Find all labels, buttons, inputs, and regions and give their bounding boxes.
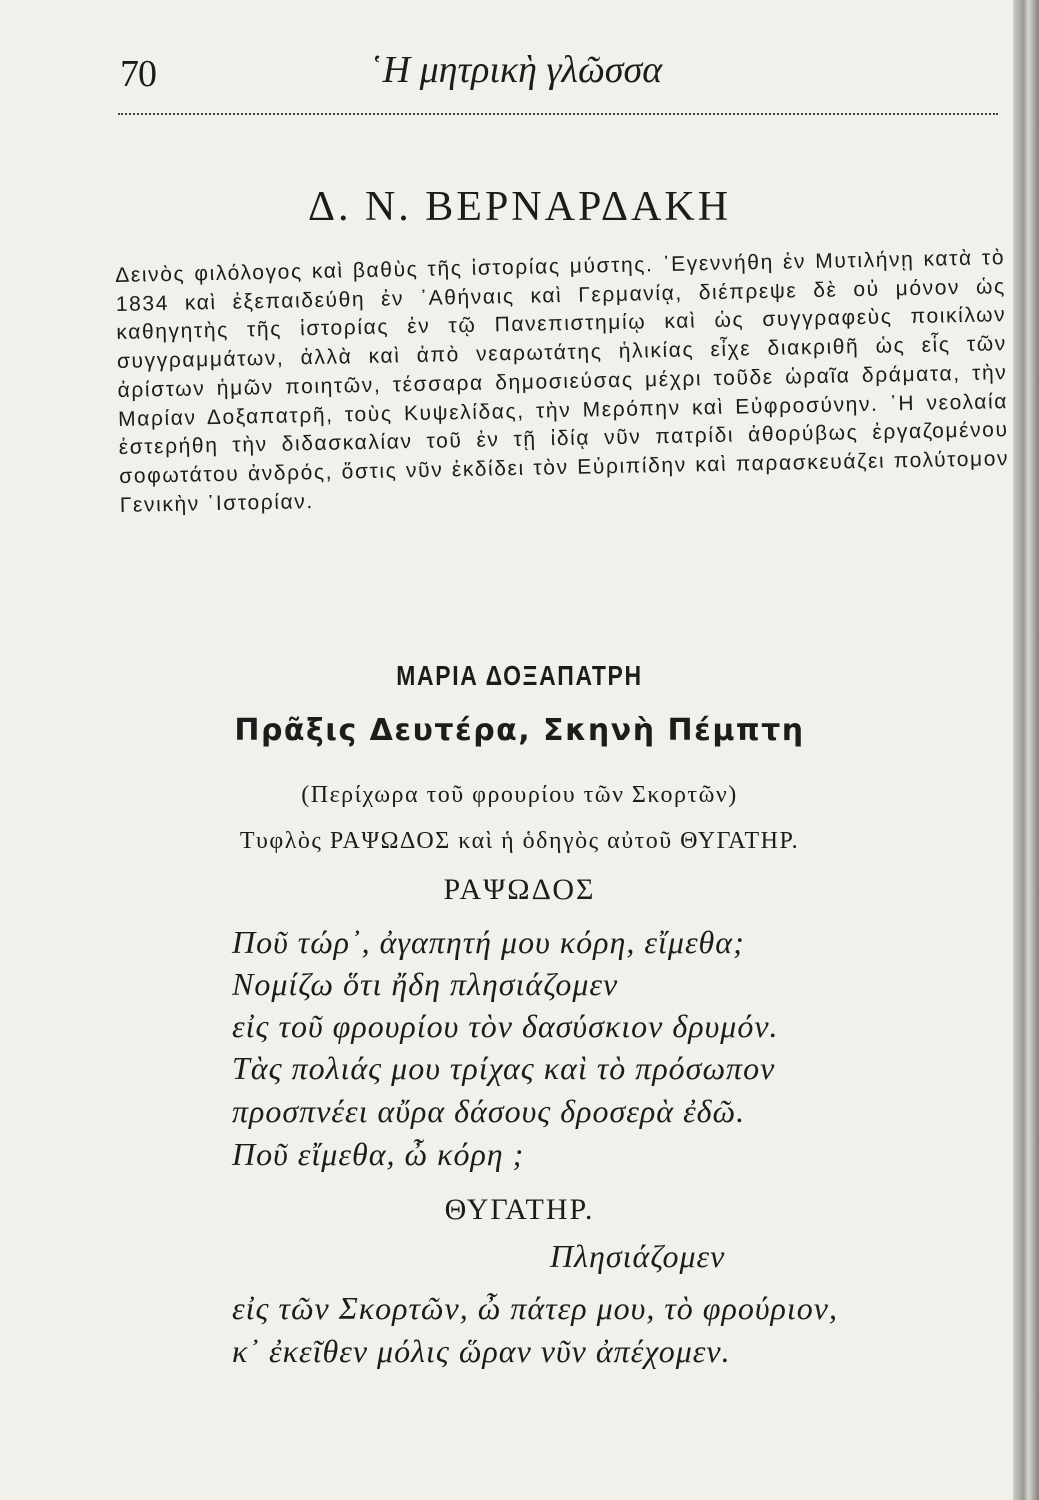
- page-number: 70: [120, 53, 156, 95]
- verse-line: Νομίζω ὅτι ἤδη πλησιάζομεν: [232, 966, 619, 1002]
- running-title: ῾Η μητρικὴ γλῶσσα: [370, 49, 663, 91]
- header-divider: [118, 113, 998, 115]
- act-scene-heading: Πρᾶξις Δευτέρα, Σκηνὴ Πέμπτη: [234, 713, 805, 748]
- verse-line: Τὰς πολιάς μου τρίχας καὶ τὸ πρόσωπον: [232, 1050, 776, 1086]
- verse-line: εἰς τῶν Σκορτῶν, ὦ πάτερ μου, τὸ φρούριον,: [232, 1290, 838, 1326]
- play-title: ΜΑΡΙΑ ΔΟΞΑΠΑΤΡΗ: [396, 660, 643, 691]
- verse-line: εἰς τοῦ φρουρίου τὸν δασύσκιον δρυμόν.: [232, 1008, 779, 1044]
- verse-line: Ποῦ τώρ᾿, ἀγαπητή μου κόρη, εἴμεθα;: [232, 924, 745, 960]
- verse-line: κ᾿ ἐκεῖθεν μόλις ὥραν νῦν ἀπέχομεν.: [232, 1333, 731, 1369]
- author-biography: Δεινὸς φιλόλογος καὶ βαθὺς τῆς ἱστορίας μύστης. ᾿Εγεννήθη ἐν Μυτιλήνῃ κατὰ τὸ 1834 καὶ ἐξεπαιδεύθη ἐν ᾿Αθήναις καὶ Γερμανίᾳ, διέπρεψε δὲ οὐ μόνον ὡς καθηγητὴς τῆς ἱστορίας ἐν τῷ Πανεπιστημίῳ καὶ ὡς συγγραφεὺς ποικίλων συγγραμμάτων, ἀλλὰ καὶ ἀπὸ νεαρωτάτης ἡλικίας εἶχε διακριθῆ ὡς εἷς τῶν ἀρίστων ἡμῶν ποιητῶν, τέσσαρα δημοσιεύσας μέχρι τοῦδε ὡραῖα δράματα, τὴν Μαρίαν Δοξαπατρῆ, τοὺς Κυψελίδας, τὴν Μερόπην καὶ Εὐφροσύνην. ῾Η νεολαία ἐστερήθη τὴν διδασκαλίαν τοῦ ἐν τῇ ἰδίᾳ νῦν πατρίδι ἀθορύβως ἐργαζομένου σοφωτάτου ἀνδρός, ὅστις νῦν ἐκδίδει τὸν Εὐριπίδην καὶ παρασκευάζει πολύτομον Γενικὴν ῾Ιστορίαν.: [115, 246, 1010, 517]
- verse-line: Πλησιάζομεν: [550, 1238, 726, 1274]
- verse-line: Ποῦ εἴμεθα, ὦ κόρη ;: [232, 1136, 525, 1172]
- speaker-daughter: ΘΥΓΑΤΗΡ.: [444, 1193, 595, 1226]
- stage-setting: (Περίχωρα τοῦ φρουρίου τῶν Σκορτῶν): [301, 782, 738, 808]
- verse-line: προσπνέει αὔρα δάσους δροσερὰ ἐδῶ.: [232, 1093, 746, 1129]
- author-heading: Δ. Ν. ΒΕΡΝΑΡΔΑΚΗ: [307, 184, 732, 230]
- speaker-rhapsode: ΡΑΨΩΔΟΣ: [443, 873, 596, 906]
- character-list: Τυφλὸς ΡΑΨΩΔΟΣ καὶ ἡ ὁδηγὸς αὐτοῦ ΘΥΓΑΤΗΡ.: [239, 828, 800, 854]
